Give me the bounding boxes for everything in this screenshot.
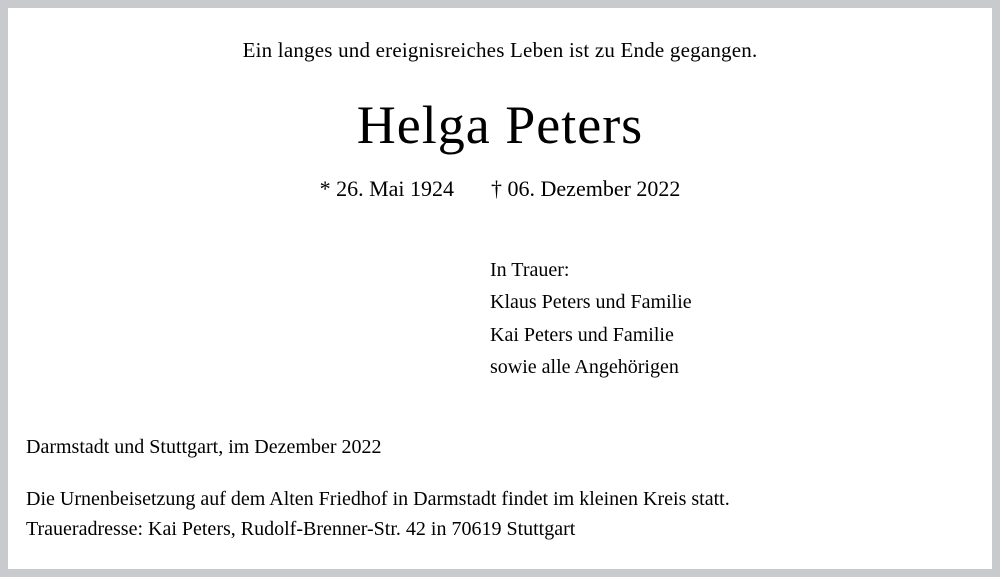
deceased-name: Helga Peters [356, 95, 644, 155]
funeral-note: Die Urnenbeisetzung auf dem Alten Friedhof in Darmstadt findet im kleinen Kreis statt. [26, 488, 730, 510]
life-dates [8, 176, 992, 202]
birth-date: * 26. Mai 1924 [319, 176, 455, 201]
mourner-line: Kai Peters und Familie [490, 323, 674, 346]
address-note: Traueradresse: Kai Peters, Rudolf-Brenner-Str. 42 in 70619 Stuttgart [26, 518, 576, 540]
death-date: † 06. Dezember 2022 [491, 176, 681, 201]
footer-block [26, 432, 966, 544]
mourners-heading: In Trauer: [490, 259, 570, 281]
opening-line: Ein langes und ereignisreiches Leben ist zu Ende gegangen. [242, 38, 758, 62]
mourner-line: Klaus Peters und Familie [490, 291, 692, 314]
place-and-date: Darmstadt und Stuttgart, im Dezember 2022 [26, 436, 382, 458]
obituary-card [8, 8, 992, 569]
mourner-line: sowie alle Angehörigen [490, 356, 679, 379]
mourners-block [490, 254, 692, 384]
